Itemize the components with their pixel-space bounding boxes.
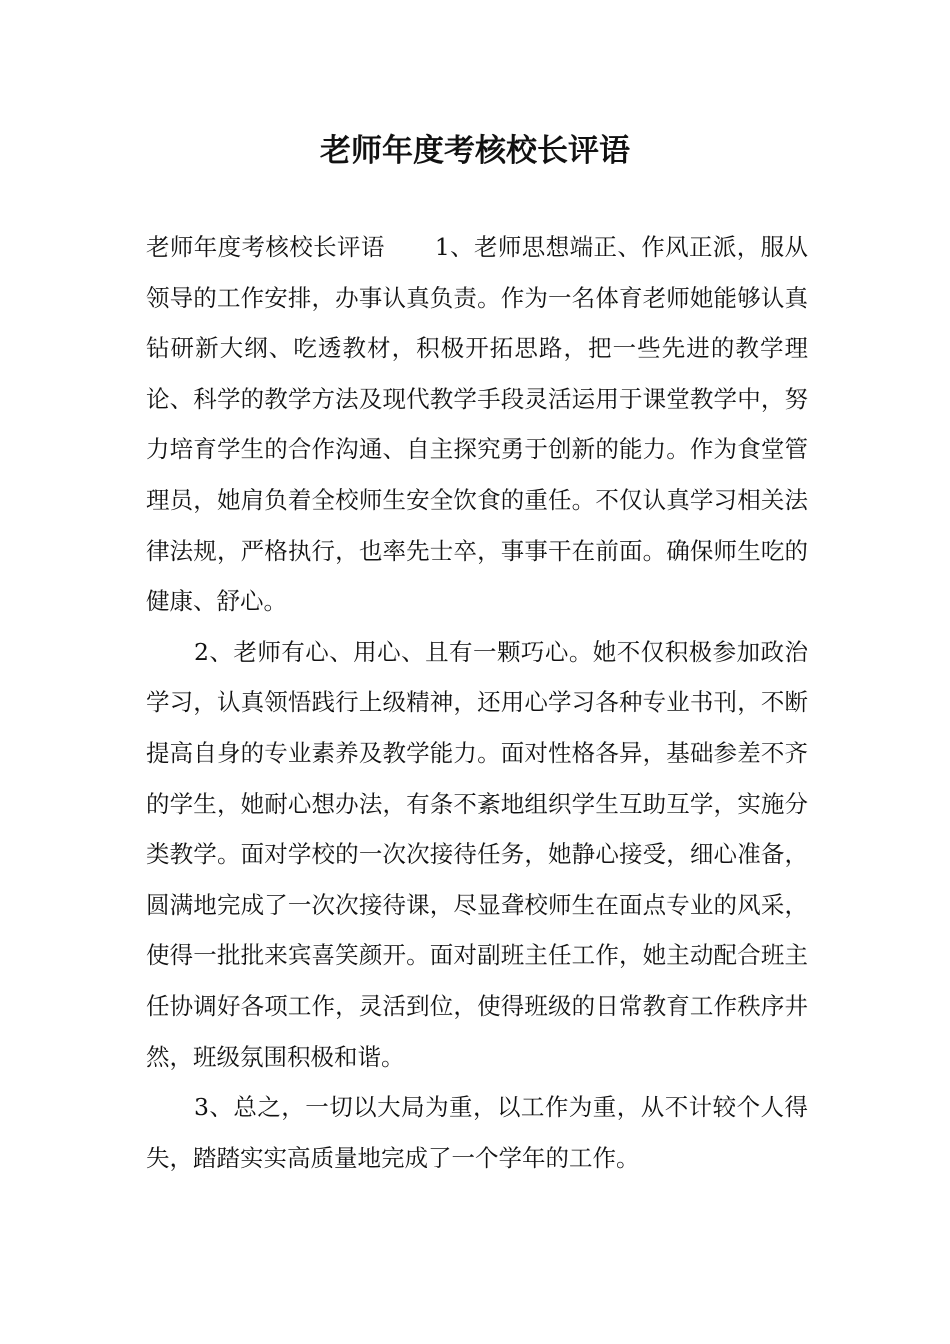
lead-heading: 老师年度考核校长评语: [146, 233, 385, 261]
document-body: [146, 222, 808, 1183]
paragraph-2: 2、老师有心、用心、且有一颗巧心。她不仅积极参加政治学习，认真领悟践行上级精神，还用心学习各种专业书刊，不断提高自身的专业素养及教学能力。面对性格各异，基础参差不齐的学生，她耐心想办法，有条不紊地组织学生互助互学，实施分类教学。面对学校的一次次接待任务，她静心接受，细心准备，圆满地完成了一次次接待课，尽显聋校师生在面点专业的风采，使得一批批来宾喜笑颜开。面对副班主任工作，她主动配合班主任协调好各项工作，灵活到位，使得班级的日常教育工作秩序井然，班级氛围积极和谐。: [146, 637, 808, 1071]
document-title: 老师年度考核校长评语: [320, 133, 630, 169]
paragraph-1: [146, 222, 808, 627]
paragraph-3: 3、总之，一切以大局为重，以工作为重，从不计较个人得失，踏踏实实高质量地完成了一个学年的工作。: [146, 1093, 808, 1172]
paragraph-1-text: 1、老师思想端正、作风正派，服从领导的工作安排，办事认真负责。作为一名体育老师她能够认真钻研新大纲、吃透教材，积极开拓思路，把一些先进的教学理论、科学的教学方法及现代教学手段灵活运用于课堂教学中，努力培育学生的合作沟通、自主探究勇于创新的能力。作为食堂管理员，她肩负着全校师生安全饮食的重任。不仅认真学习相关法律法规，严格执行，也率先士卒，事事干在前面。确保师生吃的健康、舒心。: [146, 233, 809, 616]
